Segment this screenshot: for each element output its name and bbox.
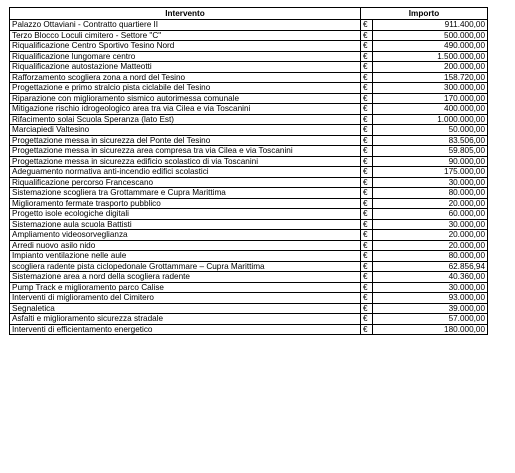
intervention-amount: 175.000,00 — [373, 167, 488, 178]
currency-symbol: € — [361, 135, 373, 146]
intervention-description: Interventi di efficientamento energetico — [10, 324, 361, 335]
currency-symbol: € — [361, 209, 373, 220]
currency-symbol: € — [361, 303, 373, 314]
table-row — [10, 62, 488, 73]
currency-symbol: € — [361, 104, 373, 115]
currency-symbol: € — [361, 324, 373, 335]
intervention-amount: 20.000,00 — [373, 240, 488, 251]
intervention-description: Rifacimento solai Scuola Speranza (lato Est) — [10, 114, 361, 125]
currency-symbol: € — [361, 261, 373, 272]
currency-symbol: € — [361, 314, 373, 325]
currency-symbol: € — [361, 156, 373, 167]
intervention-amount: 170.000,00 — [373, 93, 488, 104]
intervention-description: Progettazione messa in sicurezza del Ponte del Tesino — [10, 135, 361, 146]
intervention-amount: 40.360,00 — [373, 272, 488, 283]
table-row — [10, 167, 488, 178]
currency-symbol: € — [361, 125, 373, 136]
intervention-description: Interventi di miglioramento del Cimitero — [10, 293, 361, 304]
intervention-amount: 1.000.000,00 — [373, 114, 488, 125]
currency-symbol: € — [361, 20, 373, 31]
intervention-amount: 57.000,00 — [373, 314, 488, 325]
intervention-description: Palazzo Ottaviani - Contratto quartiere II — [10, 20, 361, 31]
table-row — [10, 303, 488, 314]
currency-symbol: € — [361, 177, 373, 188]
intervention-amount: 50.000,00 — [373, 125, 488, 136]
table-row — [10, 177, 488, 188]
currency-symbol: € — [361, 188, 373, 199]
table-row — [10, 251, 488, 262]
currency-symbol: € — [361, 41, 373, 52]
intervention-description: Riqualificazione autostazione Matteotti — [10, 62, 361, 73]
table-row — [10, 219, 488, 230]
table-row — [10, 314, 488, 325]
intervention-amount: 80.000,00 — [373, 251, 488, 262]
intervention-description: Mitigazione rischio idrogeologico area tra via Cilea e via Toscanini — [10, 104, 361, 115]
currency-symbol: € — [361, 282, 373, 293]
table-row — [10, 125, 488, 136]
intervention-amount: 93.000,00 — [373, 293, 488, 304]
table-row — [10, 135, 488, 146]
table-row — [10, 240, 488, 251]
intervention-description: Arredi nuovo asilo nido — [10, 240, 361, 251]
intervention-amount: 158.720,00 — [373, 72, 488, 83]
table-row — [10, 30, 488, 41]
currency-symbol: € — [361, 72, 373, 83]
table-row — [10, 114, 488, 125]
intervention-amount: 490.000,00 — [373, 41, 488, 52]
intervention-amount: 20.000,00 — [373, 198, 488, 209]
intervention-description: Riparazione con miglioramento sismico autorimessa comunale — [10, 93, 361, 104]
currency-symbol: € — [361, 114, 373, 125]
table-row — [10, 261, 488, 272]
table-row — [10, 188, 488, 199]
table-row — [10, 72, 488, 83]
currency-symbol: € — [361, 219, 373, 230]
currency-symbol: € — [361, 293, 373, 304]
currency-symbol: € — [361, 167, 373, 178]
currency-symbol: € — [361, 146, 373, 157]
table-row — [10, 282, 488, 293]
intervention-amount: 80.000,00 — [373, 188, 488, 199]
table-row — [10, 156, 488, 167]
currency-symbol: € — [361, 251, 373, 262]
intervention-amount: 20.000,00 — [373, 230, 488, 241]
intervention-amount: 200.000,00 — [373, 62, 488, 73]
table-row — [10, 20, 488, 31]
intervention-amount: 62.856,94 — [373, 261, 488, 272]
intervention-description: Progettazione e primo stralcio pista ciclabile del Tesino — [10, 83, 361, 94]
currency-symbol: € — [361, 93, 373, 104]
currency-symbol: € — [361, 240, 373, 251]
currency-symbol: € — [361, 51, 373, 62]
table-header-row — [10, 8, 488, 20]
intervention-description: Asfalti e miglioramento sicurezza stradale — [10, 314, 361, 325]
currency-symbol: € — [361, 272, 373, 283]
table-body — [10, 20, 488, 335]
intervention-description: Progettazione messa in sicurezza area compresa tra via Cilea e via Toscanini — [10, 146, 361, 157]
intervention-description: Riqualificazione lungomare centro — [10, 51, 361, 62]
intervention-amount: 30.000,00 — [373, 282, 488, 293]
intervention-description: Segnaletica — [10, 303, 361, 314]
header-intervento: Intervento — [10, 8, 361, 20]
intervention-amount: 400.000,00 — [373, 104, 488, 115]
intervention-description: Marciapiedi Valtesino — [10, 125, 361, 136]
table-row — [10, 104, 488, 115]
currency-symbol: € — [361, 30, 373, 41]
table-row — [10, 41, 488, 52]
currency-symbol: € — [361, 83, 373, 94]
table-row — [10, 198, 488, 209]
intervention-description: Riqualificazione Centro Sportivo Tesino Nord — [10, 41, 361, 52]
intervention-description: Ampliamento videosorveglianza — [10, 230, 361, 241]
table-row — [10, 230, 488, 241]
intervention-amount: 1.500.000,00 — [373, 51, 488, 62]
intervention-description: Sistemazione area a nord della scogliera radente — [10, 272, 361, 283]
intervention-description: scogliera radente pista ciclopedonale Grottammare – Cupra Marittima — [10, 261, 361, 272]
intervention-amount: 30.000,00 — [373, 177, 488, 188]
table-row — [10, 324, 488, 335]
intervention-description: Rafforzamento scogliera zona a nord del Tesino — [10, 72, 361, 83]
table-row — [10, 51, 488, 62]
currency-symbol: € — [361, 198, 373, 209]
interventions-table — [9, 7, 488, 335]
intervention-amount: 500.000,00 — [373, 30, 488, 41]
table-row — [10, 83, 488, 94]
intervention-description: Terzo Blocco Loculi cimitero - Settore "C" — [10, 30, 361, 41]
intervention-amount: 90.000,00 — [373, 156, 488, 167]
table-row — [10, 93, 488, 104]
table-row — [10, 293, 488, 304]
intervention-amount: 83.506,00 — [373, 135, 488, 146]
intervention-amount: 39.000,00 — [373, 303, 488, 314]
intervention-description: Impianto ventilazione nelle aule — [10, 251, 361, 262]
intervention-description: Miglioramento fermate trasporto pubblico — [10, 198, 361, 209]
table-row — [10, 146, 488, 157]
currency-symbol: € — [361, 230, 373, 241]
intervention-description: Riqualificazione percorso Francescano — [10, 177, 361, 188]
currency-symbol: € — [361, 62, 373, 73]
table-row — [10, 272, 488, 283]
intervention-description: Sistemazione aula scuola Battisti — [10, 219, 361, 230]
intervention-amount: 30.000,00 — [373, 219, 488, 230]
intervention-amount: 180.000,00 — [373, 324, 488, 335]
intervention-amount: 60.000,00 — [373, 209, 488, 220]
intervention-description: Progetto isole ecologiche digitali — [10, 209, 361, 220]
intervention-amount: 911.400,00 — [373, 20, 488, 31]
intervention-amount: 59.805,00 — [373, 146, 488, 157]
intervention-description: Sistemazione scogliera tra Grottammare e Cupra Marittima — [10, 188, 361, 199]
intervention-description: Pump Track e miglioramento parco Calise — [10, 282, 361, 293]
intervention-amount: 300.000,00 — [373, 83, 488, 94]
intervention-description: Progettazione messa in sicurezza edificio scolastico di via Toscanini — [10, 156, 361, 167]
header-importo: Importo — [361, 8, 488, 20]
table-row — [10, 209, 488, 220]
intervention-description: Adeguamento normativa anti-incendio edifici scolastici — [10, 167, 361, 178]
